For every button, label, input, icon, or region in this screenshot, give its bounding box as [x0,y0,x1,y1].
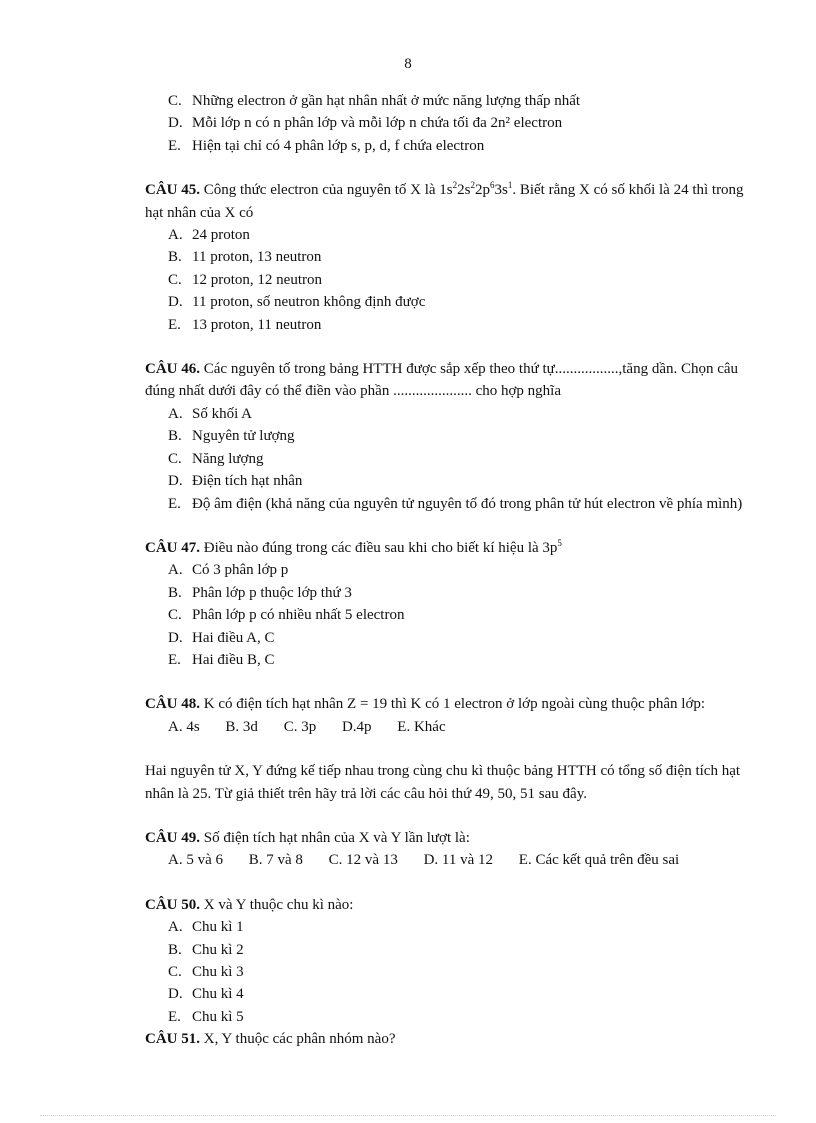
shared-intro [145,760,765,805]
option [168,269,765,291]
option-letter: A. [168,405,183,422]
option-text: 24 proton [192,227,250,244]
option-text: Chu kì 2 [192,941,244,958]
option: C. 12 và 13 [328,852,398,869]
option [168,582,765,604]
stem-text: . Biết rằng X có số khối là 24 thì trong hạt nhân của X có [145,182,744,221]
option-text: Hiện tại chỉ có 4 phân lớp s, p, d, f chứa electron [192,137,485,154]
page-content [145,90,765,1051]
option [168,470,765,492]
option-text: 13 proton, 11 neutron [192,316,322,333]
option: D. 11 và 12 [423,852,494,869]
option: A. 5 và 6 [168,852,223,869]
stem-text: Điều nào đúng trong các điều sau khi cho biết kí hiệu là 3p [200,539,558,556]
option-letter: D. [168,115,183,132]
option-letter: C. [168,607,182,624]
option-text: Những electron ở gần hạt nhân nhất ở mức năng lượng thấp nhất [192,93,581,109]
option [168,90,765,112]
question-47-stem [145,537,765,559]
stem-text: Số điện tích hạt nhân của X và Y lần lượt là: [200,829,470,846]
question-label: CÂU 48. [145,696,200,713]
option-letter: E. [168,495,181,512]
option-letter: A. [168,562,183,579]
option-text: Năng lượng [192,450,264,467]
option-letter: E. [168,137,181,154]
option: D.4p [341,718,372,735]
question-50 [145,894,765,1028]
option [168,291,765,313]
option [168,493,765,515]
question-49 [145,827,765,872]
option-letter: C. [168,93,182,109]
question-label: CÂU 47. [145,539,200,556]
option [168,939,765,961]
option [168,246,765,268]
option [168,224,765,246]
option-text: Số khối A [192,405,253,422]
option-letter: E. [168,1008,181,1025]
option-text: Chu kì 4 [192,986,244,1003]
option-text: Phân lớp p thuộc lớp thứ 3 [192,584,352,601]
question-46-stem [145,358,765,403]
option: B. 7 và 8 [248,852,303,869]
question-45 [145,179,765,336]
option-letter: D. [168,294,183,311]
option [168,112,765,134]
option [168,983,765,1005]
option: E. Khác [397,718,446,735]
superscript: 2 [452,180,458,191]
option-letter: C. [168,964,182,980]
question-50-stem [145,894,765,916]
q44-options [168,90,765,157]
option-letter: D. [168,629,183,646]
option-letter: D. [168,473,183,490]
question-47 [145,537,765,671]
option [168,961,765,983]
option-text: Chu kì 5 [192,1008,244,1025]
option-text: Chu kì 3 [192,964,244,980]
question-label: CÂU 51. [145,1031,200,1048]
question-label: CÂU 46. [145,361,200,378]
question-48 [145,693,765,738]
option-text: Có 3 phân lớp p [192,562,289,579]
option: E. Các kết quả trên đều sai [518,852,680,869]
stem-text: Công thức electron của nguyên tố X là 1s [200,182,453,199]
question-46 [145,358,765,515]
question-49-options [168,849,765,871]
question-label: CÂU 45. [145,182,200,199]
superscript: 1 [507,180,513,191]
option [168,403,765,425]
intro-text: Hai nguyên tử X, Y đứng kế tiếp nhau trong cùng chu kì thuộc bảng HTTH có tổng số điện tích hạt nhân là 25. Từ giả thiết trên hãy trả lời các câu hỏi thứ 49, 50, 51 sau đây. [145,763,741,802]
option [168,448,765,470]
superscript: 5 [557,537,562,548]
option: A. 4s [168,718,200,735]
question-50-options [168,916,765,1028]
option-text: Mỗi lớp n có n phân lớp và mỗi lớp n chứa tối đa 2n² electron [192,115,563,132]
question-45-options [168,224,765,336]
stem-text: 2p [475,182,490,199]
option-text: Nguyên tử lượng [192,428,295,445]
superscript: 2 [470,180,475,191]
option-letter: B. [168,584,182,601]
option-text: 11 proton, số neutron không định được [192,294,426,311]
page-bottom-divider [40,1115,776,1116]
option-text: Độ âm điện (khả năng của nguyên tử nguyên tố đó trong phân tử hút electron về phía mình) [192,495,743,512]
option [168,916,765,938]
option-text: Phân lớp p có nhiều nhất 5 electron [192,607,405,624]
question-45-stem [145,179,765,224]
question-48-stem [145,693,765,715]
option-letter: C. [168,450,182,467]
option-letter: B. [168,249,182,266]
option [168,649,765,671]
question-label: CÂU 49. [145,829,200,846]
option-letter: A. [168,227,183,244]
option-letter: E. [168,651,181,668]
option [168,1006,765,1028]
option-text: Hai điều A, C [192,629,275,646]
option-text: Điện tích hạt nhân [192,473,303,490]
stem-text: K có điện tích hạt nhân Z = 19 thì K có 1 electron ở lớp ngoài cùng thuộc phân lớp: [200,696,706,713]
question-label: CÂU 50. [145,896,200,913]
option [168,425,765,447]
stem-text: Các nguyên tố trong bảng HTTH được sắp xếp theo thứ tự.................,tăng dần. Chọn câu đúng nhất dưới đây có thể điền vào phần ..................... cho hợp nghĩa [145,361,739,400]
question-49-stem [145,827,765,849]
question-46-options [168,403,765,515]
option-letter: B. [168,941,182,958]
option-letter: D. [168,986,183,1003]
stem-text: X, Y thuộc các phân nhóm nào? [200,1031,396,1048]
option-text: Hai điều B, C [192,651,275,668]
option [168,559,765,581]
option [168,627,765,649]
page-number: 8 [404,56,412,72]
stem-text: X và Y thuộc chu kì nào: [200,896,354,913]
option-letter: B. [168,428,182,445]
question-51-stem [145,1028,765,1050]
option [168,604,765,626]
question-51 [145,1028,765,1050]
stem-text: 2s [457,182,471,199]
option [168,135,765,157]
option-text: Chu kì 1 [192,919,244,936]
option-text: 12 proton, 12 neutron [192,271,322,288]
option: C. 3p [283,718,317,735]
option-text: 11 proton, 13 neutron [192,249,322,266]
option-letter: E. [168,316,181,333]
option-letter: A. [168,919,183,936]
stem-text: 3s [494,182,508,199]
option [168,314,765,336]
option-letter: C. [168,271,182,288]
question-47-options [168,559,765,671]
question-48-options [168,716,765,738]
superscript: 6 [490,180,495,191]
option: B. 3d [225,718,258,735]
